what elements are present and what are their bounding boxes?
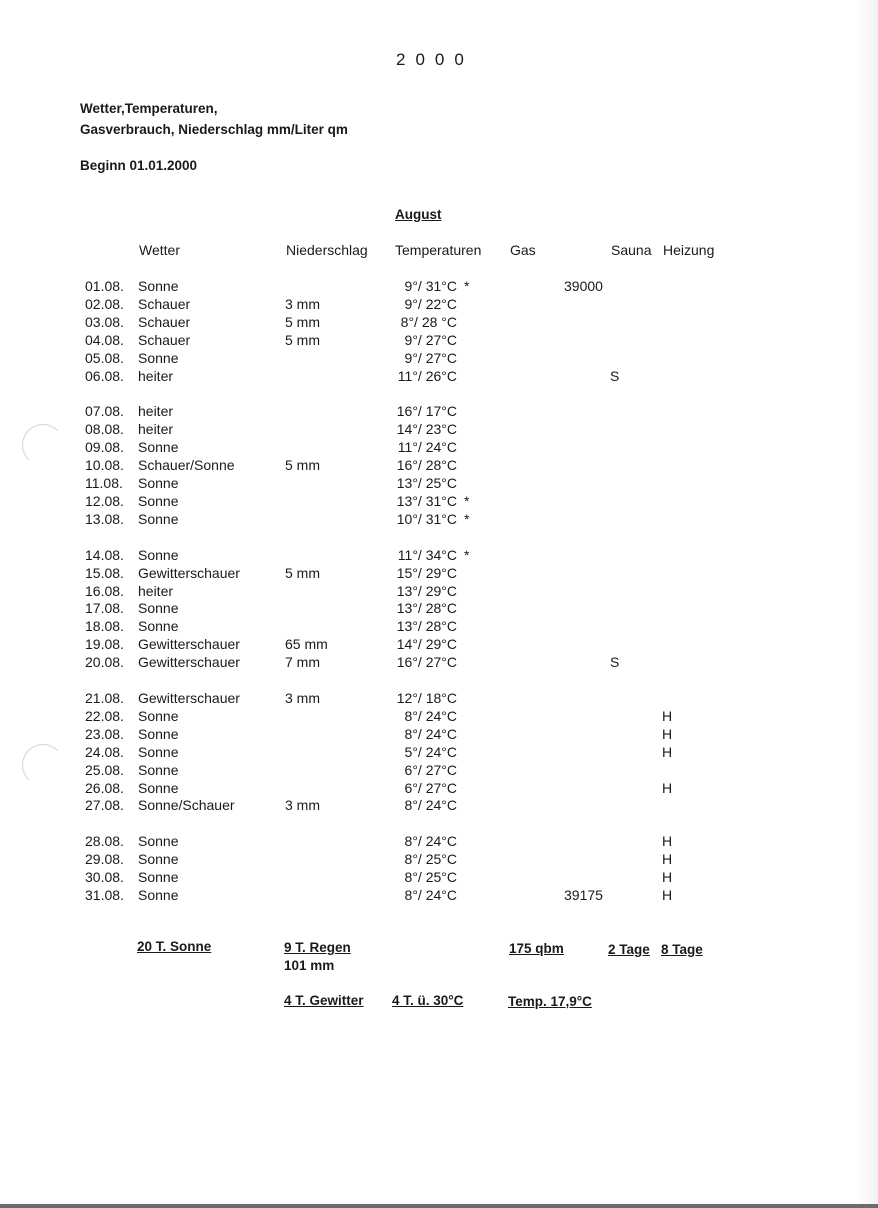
row-temperature: 8°/ 24°C bbox=[404, 797, 457, 814]
row-wetter: Sonne bbox=[138, 510, 179, 527]
row-temperature: 11°/ 26°C bbox=[397, 367, 457, 384]
summary-regen-mm: 101 mm bbox=[284, 958, 335, 973]
row-date: 16.08. bbox=[85, 582, 124, 599]
row-niederschlag: 5 mm bbox=[285, 457, 320, 474]
summary-gas: 175 qbm bbox=[509, 941, 564, 956]
row-hot-marker: * bbox=[464, 546, 470, 563]
row-date: 13.08. bbox=[85, 510, 124, 527]
row-wetter: Schauer bbox=[138, 313, 191, 330]
row-heizung: H bbox=[662, 833, 673, 850]
row-niederschlag: 3 mm bbox=[285, 295, 320, 312]
row-temperature: 8°/ 25°C bbox=[404, 869, 457, 886]
row-date: 02.08. bbox=[85, 295, 124, 312]
table-row bbox=[0, 618, 878, 636]
summary-hot-days: 4 T. ü. 30°C bbox=[392, 993, 464, 1008]
row-date: 31.08. bbox=[85, 887, 124, 903]
row-wetter: Sonne/Schauer bbox=[138, 797, 235, 814]
table-row bbox=[0, 851, 878, 869]
row-wetter: Sonne bbox=[138, 779, 179, 796]
row-niederschlag: 3 mm bbox=[285, 690, 320, 706]
table-row bbox=[0, 797, 878, 815]
row-wetter: Schauer/Sonne bbox=[138, 457, 235, 474]
row-date: 25.08. bbox=[85, 761, 124, 778]
row-date: 05.08. bbox=[85, 349, 124, 366]
row-date: 09.08. bbox=[85, 439, 124, 456]
row-date: 27.08. bbox=[85, 797, 124, 814]
row-date: 11.08. bbox=[85, 475, 123, 491]
row-temperature: 16°/ 28°C bbox=[396, 457, 457, 474]
table-row bbox=[0, 762, 878, 780]
row-wetter: Sonne bbox=[138, 869, 179, 886]
row-temperature: 8°/ 28 °C bbox=[400, 313, 457, 330]
column-header-gas: Gas bbox=[510, 242, 536, 258]
row-wetter: heiter bbox=[138, 367, 174, 384]
table-row bbox=[0, 636, 878, 654]
table-row bbox=[0, 583, 878, 601]
table-row bbox=[0, 708, 878, 726]
row-date: 18.08. bbox=[85, 618, 124, 635]
row-temperature: 13°/ 28°C bbox=[396, 618, 457, 635]
row-heizung: H bbox=[662, 725, 673, 742]
row-heizung: H bbox=[662, 707, 673, 724]
summary-regen: 9 T. Regen bbox=[284, 940, 351, 955]
row-wetter: Sonne bbox=[138, 761, 179, 778]
table-row bbox=[0, 600, 878, 618]
row-wetter: Schauer bbox=[138, 331, 191, 348]
row-temperature: 10°/ 31°C bbox=[396, 510, 457, 527]
row-wetter: Sonne bbox=[138, 833, 179, 850]
row-temperature: 8°/ 24°C bbox=[404, 725, 457, 742]
row-wetter: Sonne bbox=[138, 743, 179, 760]
column-header-sauna: Sauna bbox=[611, 242, 652, 258]
row-wetter: Sonne bbox=[138, 439, 179, 456]
row-date: 01.08. bbox=[85, 278, 124, 294]
row-heizung: H bbox=[662, 743, 673, 760]
summary-sonne: 20 T. Sonne bbox=[137, 939, 212, 954]
summary-gewitter: 4 T. Gewitter bbox=[284, 993, 364, 1008]
row-temperature: 16°/ 27°C bbox=[396, 654, 457, 671]
row-date: 20.08. bbox=[85, 654, 124, 671]
row-wetter: Sonne bbox=[138, 546, 179, 563]
row-temperature: 12°/ 18°C bbox=[396, 690, 457, 706]
table-row bbox=[0, 314, 878, 332]
column-header-wetter: Wetter bbox=[139, 242, 180, 258]
row-wetter: Sonne bbox=[138, 349, 179, 366]
table-row bbox=[0, 296, 878, 314]
row-date: 15.08. bbox=[85, 564, 124, 581]
row-gas: 39175 bbox=[564, 887, 603, 903]
row-temperature: 9°/ 27°C bbox=[404, 331, 457, 348]
table-row bbox=[0, 654, 878, 672]
column-header-heizung: Heizung bbox=[663, 242, 715, 258]
row-hot-marker: * bbox=[464, 278, 470, 294]
table-row bbox=[0, 421, 878, 439]
row-temperature: 9°/ 31°C bbox=[404, 278, 457, 294]
row-wetter: heiter bbox=[138, 403, 174, 420]
row-heizung: H bbox=[662, 851, 673, 868]
row-temperature: 11°/ 24°C bbox=[397, 439, 457, 456]
table-row bbox=[0, 565, 878, 583]
row-temperature: 9°/ 27°C bbox=[404, 349, 457, 366]
row-date: 12.08. bbox=[85, 492, 124, 509]
row-wetter: Schauer bbox=[138, 295, 191, 312]
row-temperature: 8°/ 24°C bbox=[404, 833, 457, 850]
row-date: 04.08. bbox=[85, 331, 124, 348]
table-row bbox=[0, 439, 878, 457]
row-wetter: heiter bbox=[138, 582, 174, 599]
row-date: 08.08. bbox=[85, 421, 124, 438]
row-date: 17.08. bbox=[85, 600, 124, 617]
row-temperature: 15°/ 29°C bbox=[396, 564, 457, 581]
year-title: 2000 bbox=[396, 50, 474, 69]
row-hot-marker: * bbox=[464, 492, 470, 509]
row-date: 28.08. bbox=[85, 833, 124, 850]
row-wetter: Sonne bbox=[138, 492, 179, 509]
row-temperature: 14°/ 23°C bbox=[396, 421, 457, 438]
row-wetter: Gewitterschauer bbox=[138, 690, 240, 706]
row-hot-marker: * bbox=[464, 510, 470, 527]
table-row bbox=[0, 726, 878, 744]
row-date: 30.08. bbox=[85, 869, 124, 886]
row-niederschlag: 5 mm bbox=[285, 313, 320, 330]
row-date: 21.08. bbox=[85, 690, 124, 706]
row-temperature: 6°/ 27°C bbox=[404, 761, 457, 778]
row-niederschlag: 3 mm bbox=[285, 797, 320, 814]
row-wetter: Sonne bbox=[138, 475, 179, 491]
row-date: 26.08. bbox=[85, 779, 124, 796]
row-niederschlag: 5 mm bbox=[285, 564, 320, 581]
row-temperature: 6°/ 27°C bbox=[404, 779, 457, 796]
row-sauna: S bbox=[610, 654, 620, 671]
table-row bbox=[0, 690, 878, 708]
row-gas: 39000 bbox=[564, 278, 603, 294]
row-date: 23.08. bbox=[85, 725, 124, 742]
row-heizung: H bbox=[662, 869, 673, 886]
table-row bbox=[0, 368, 878, 386]
row-niederschlag: 65 mm bbox=[285, 636, 328, 653]
table-row bbox=[0, 547, 878, 565]
row-temperature: 11°/ 34°C bbox=[397, 546, 457, 563]
row-temperature: 14°/ 29°C bbox=[396, 636, 457, 653]
row-temperature: 13°/ 25°C bbox=[396, 475, 457, 491]
summary-temp: Temp. 17,9°C bbox=[508, 994, 592, 1009]
row-wetter: Sonne bbox=[138, 618, 179, 635]
row-date: 10.08. bbox=[85, 457, 124, 474]
row-temperature: 5°/ 24°C bbox=[404, 743, 457, 760]
row-temperature: 8°/ 25°C bbox=[404, 851, 457, 868]
row-heizung: H bbox=[662, 887, 673, 903]
row-temperature: 8°/ 24°C bbox=[404, 887, 457, 903]
table-row bbox=[0, 511, 878, 529]
row-niederschlag: 5 mm bbox=[285, 331, 320, 348]
begin-date: Beginn 01.01.2000 bbox=[80, 158, 198, 173]
row-date: 14.08. bbox=[85, 546, 124, 563]
table-row bbox=[0, 833, 878, 851]
row-temperature: 13°/ 29°C bbox=[396, 582, 457, 599]
table-row bbox=[0, 493, 878, 511]
row-date: 29.08. bbox=[85, 851, 124, 868]
table-row bbox=[0, 744, 878, 762]
row-wetter: Gewitterschauer bbox=[138, 564, 240, 581]
column-header-temperaturen: Temperaturen bbox=[395, 242, 482, 258]
row-wetter: Sonne bbox=[138, 600, 179, 617]
column-header-niederschlag: Niederschlag bbox=[286, 242, 368, 258]
row-date: 06.08. bbox=[85, 367, 124, 384]
row-date: 19.08. bbox=[85, 636, 124, 653]
row-wetter: Sonne bbox=[138, 707, 179, 724]
row-wetter: Sonne bbox=[138, 725, 179, 742]
table-row bbox=[0, 332, 878, 350]
row-wetter: heiter bbox=[138, 421, 174, 438]
row-niederschlag: 7 mm bbox=[285, 654, 320, 671]
row-date: 03.08. bbox=[85, 313, 124, 330]
header-line-1: Wetter,Temperaturen, bbox=[80, 101, 218, 116]
summary-heizung: 8 Tage bbox=[661, 942, 703, 957]
table-row bbox=[0, 869, 878, 887]
summary-sauna: 2 Tage bbox=[608, 942, 650, 957]
row-temperature: 13°/ 31°C bbox=[396, 492, 457, 509]
table-row bbox=[0, 780, 878, 798]
row-date: 24.08. bbox=[85, 743, 124, 760]
row-wetter: Sonne bbox=[138, 851, 179, 868]
row-wetter: Gewitterschauer bbox=[138, 654, 240, 671]
month-title: August bbox=[395, 207, 442, 222]
page-bottom-edge bbox=[0, 1204, 878, 1208]
row-temperature: 16°/ 17°C bbox=[396, 403, 457, 420]
row-date: 07.08. bbox=[85, 403, 124, 420]
row-date: 22.08. bbox=[85, 707, 124, 724]
table-row bbox=[0, 278, 878, 296]
row-sauna: S bbox=[610, 367, 620, 384]
row-wetter: Sonne bbox=[138, 278, 179, 294]
table-row bbox=[0, 475, 878, 493]
row-temperature: 13°/ 28°C bbox=[396, 600, 457, 617]
header-line-2: Gasverbrauch, Niederschlag mm/Liter qm bbox=[80, 122, 348, 137]
table-row bbox=[0, 887, 878, 905]
row-heizung: H bbox=[662, 779, 673, 796]
row-temperature: 9°/ 22°C bbox=[404, 295, 457, 312]
row-temperature: 8°/ 24°C bbox=[404, 707, 457, 724]
table-row bbox=[0, 350, 878, 368]
table-row bbox=[0, 457, 878, 475]
row-wetter: Sonne bbox=[138, 887, 179, 903]
table-row bbox=[0, 403, 878, 421]
row-wetter: Gewitterschauer bbox=[138, 636, 240, 653]
